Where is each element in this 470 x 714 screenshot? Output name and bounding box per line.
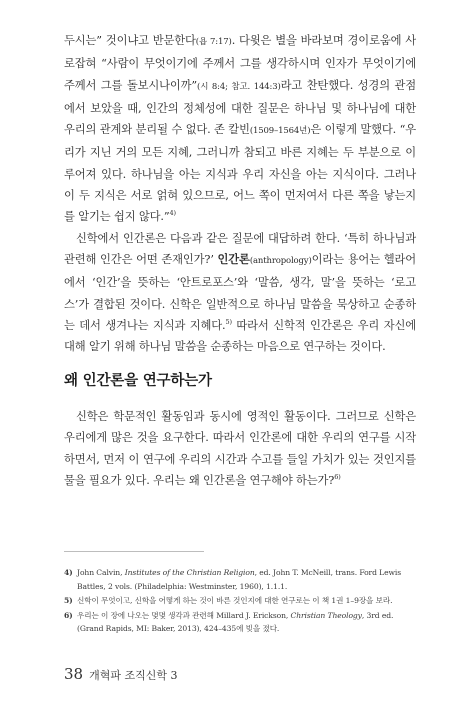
footnote-text: , 3rd ed. (Grand Rapids, MI: Baker, 2013), 424–435에 빚을 졌다. (77, 610, 394, 634)
para2-a: 신학에서 인간론은 다음과 같은 질문에 대답하려 한다. ‘특히 하나님과 관련해 인간은 어떤 존재인가?’ (64, 231, 416, 266)
para1-d: 은 이렇게 말했다. “우리가 지닌 거의 모든 지혜, 그러니까 참되고 바른 지혜는 두 부분으로 이루어져 있다. 하나님을 아는 지식과 우리 자신을 아는 지식이다. 그러나 이 두 지식은 서로 얽혀 있으므로, 어느 쪽이 먼저여서 다른 쪽을 낳는지를 알기는 쉽지 않다.” (64, 123, 417, 224)
term-anthropology: 인간론 (217, 251, 250, 266)
para2-b: 이라는 용어는 헬라어에서 ‘인간’을 뜻하는 ‘안트로포스’와 ‘말씀, 생각, 말’을 뜻하는 ‘로고스’가 결합된 것이다. 신학은 일반적으로 하나님 말씀을 묵상하고 순종하는 데서 생겨나는 지식과 지혜다. (64, 252, 416, 332)
paragraph-2-text (64, 228, 416, 358)
footnote-text: 신학이 무엇이고, 신학을 어떻게 하는 것이 바른 것인지에 대한 연구로는 이 책 1권 1–9장을 보라. (77, 596, 393, 606)
running-title: 개혁파 조직신학 3 (89, 669, 178, 682)
para1-b: . 다윗은 별을 바라보며 경이로움에 사로잡혀 “사람이 무엇이기에 주께서 그를 생각하시며 인자가 무엇이기에 주께서 그를 돌보시나이까” (64, 34, 417, 92)
footnote-5 (64, 594, 416, 608)
footnote-ref-6[interactable]: 6) (334, 473, 341, 482)
term-english: (anthropology) (249, 255, 312, 266)
footnote-book-title: Institutes of the Christian Religion (124, 568, 255, 577)
footnote-4 (64, 566, 416, 593)
footnote-6 (64, 609, 416, 636)
footnote-number: 5) (64, 596, 73, 606)
footnote-text: John Calvin, (77, 568, 125, 577)
para1-c: 라고 찬탄했다. 성경의 관점에서 보았을 때, 인간의 정체성에 대한 질문은 하나님 및 하나님에 대한 우리의 관계와 분리될 수 없다. 존 칼빈 (64, 78, 416, 137)
paragraph-1-text (64, 30, 416, 228)
footnote-text: , ed. John T. McNeill, trans. Ford Lewis Battles, 2 vols. (Philadelphia: Westminster, 1960), 1.1.1. (77, 568, 402, 591)
section-heading: 왜 인간론을 연구하는가 (64, 373, 212, 389)
footnote-ref-4[interactable]: 4) (169, 209, 176, 218)
paragraph-3 (64, 406, 416, 491)
footnote-ref-5[interactable]: 5) (225, 318, 232, 327)
scripture-ref-job: (욥 7:17) (195, 37, 232, 47)
footnotes (64, 566, 416, 637)
paragraph-3-text (64, 406, 416, 491)
page-footer (64, 665, 177, 683)
para3-a: 신학은 학문적인 활동임과 동시에 영적인 활동이다. 그러므로 신학은 우리에게 많은 것을 요구한다. 따라서 인간론에 대한 우리의 연구를 시작하면서, 먼저 이 연구에 우리의 시간과 수고를 들일 가치가 있는 것인지를 물을 필요가 있다. 우리는 왜 인간론을 연구해야 하는가? (64, 410, 416, 487)
footnote-text: 우리는 이 장에 나오는 몇몇 생각과 관련해 Millard J. Erickson, (77, 610, 291, 620)
para2-c: 따라서 신학적 인간론은 우리 자신에 대해 알기 위해 하나님 말씀을 순종하는 마음으로 연구하는 것이다. (64, 318, 416, 354)
scripture-ref-psalm: (시 8:4; 참고. 144:3) (197, 81, 281, 92)
para1-a: 두시는” 것이냐고 반문한다 (64, 34, 196, 47)
footnote-divider (64, 551, 204, 552)
footnote-number: 4) (64, 568, 73, 577)
calvin-dates: (1509–1564년) (249, 126, 311, 137)
page-number: 38 (64, 665, 84, 683)
paragraph-1 (64, 30, 416, 357)
footnote-book-title: Christian Theology (290, 610, 362, 620)
footnote-number: 6) (64, 610, 73, 620)
